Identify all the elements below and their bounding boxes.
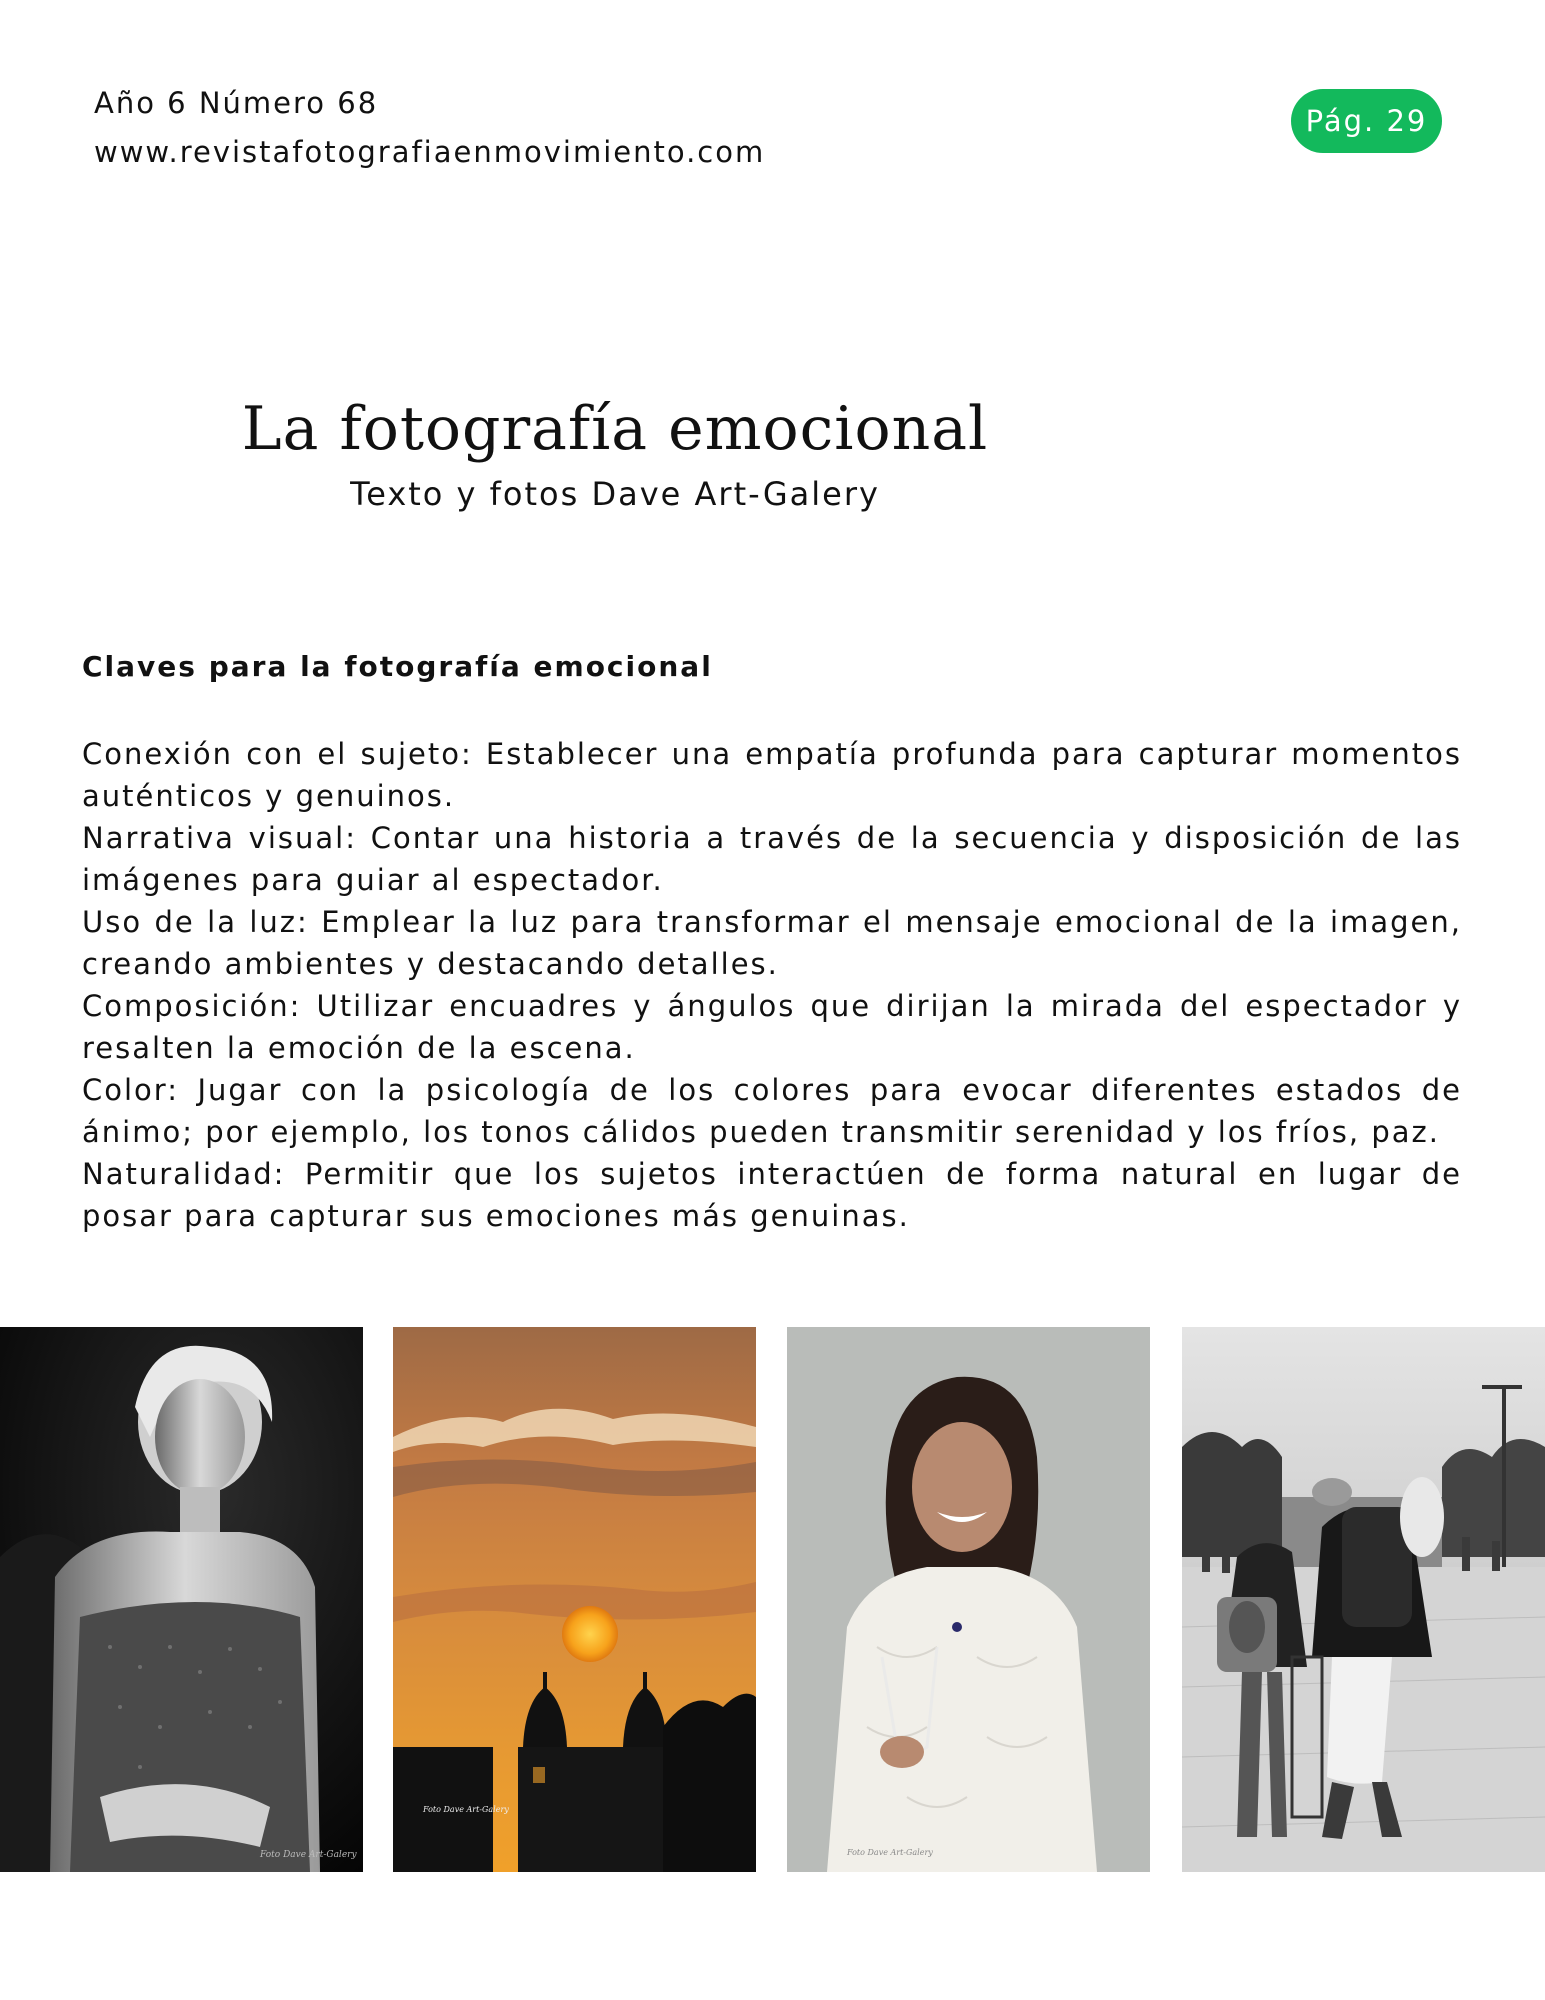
article-body — [82, 650, 1462, 1237]
photo-watermark: Foto Dave Art-Galery — [423, 1805, 509, 1814]
photo-portrait-bw — [0, 1327, 363, 1872]
article-title: La fotografía emocional — [241, 394, 989, 464]
website-url[interactable]: www.revistafotografiaenmovimiento.com — [94, 135, 766, 169]
key-points — [82, 733, 1462, 1237]
photo-street-pilgrims — [1182, 1327, 1545, 1872]
photo-watermark: Foto Dave Art-Galery — [260, 1850, 357, 1860]
paragraph-narrative: Narrativa visual: Contar una historia a través de la secuencia y disposición de las imágenes para guiar al espectador. — [82, 821, 1462, 897]
paragraph-color: Color: Jugar con la psicología de los colores para evocar diferentes estados de ánimo; por ejemplo, los tonos cálidos pueden transmitir serenidad y los fríos, paz. — [82, 1073, 1462, 1149]
photo-smiling-woman — [787, 1327, 1150, 1872]
paragraph-connection: Conexión con el sujeto: Establecer una empatía profunda para capturar momentos auténticos y genuinos. — [82, 737, 1462, 813]
photo-sunset — [393, 1327, 756, 1872]
page-number-badge: Pág. 29 — [1291, 89, 1442, 153]
paragraph-naturalness: Naturalidad: Permitir que los sujetos interactúen de forma natural en lugar de posar para capturar sus emociones más genuinas. — [82, 1157, 1462, 1233]
section-heading: Claves para la fotografía emocional — [82, 650, 713, 683]
article-byline: Texto y fotos Dave Art-Galery — [350, 475, 880, 513]
photo-watermark: Foto Dave Art-Galery — [847, 1848, 933, 1857]
photo-strip — [0, 1327, 1545, 1872]
paragraph-light: Uso de la luz: Emplear la luz para transformar el mensaje emocional de la imagen, creando ambientes y destacando detalles. — [82, 905, 1462, 981]
paragraph-composition: Composición: Utilizar encuadres y ángulos que dirijan la mirada del espectador y resalten la emoción de la escena. — [82, 989, 1462, 1065]
issue-info: Año 6 Número 68 — [94, 86, 379, 120]
